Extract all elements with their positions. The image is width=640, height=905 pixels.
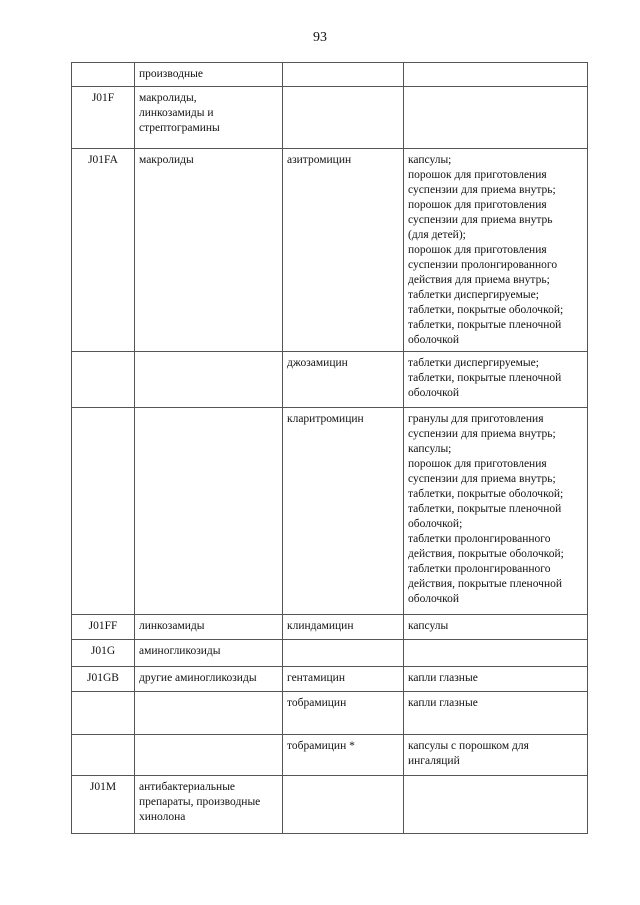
atc-code-cell: J01FF: [72, 615, 135, 640]
dosage-form-line: (для детей);: [408, 229, 466, 241]
dosage-form-line: суспензии пролонгированного: [408, 259, 558, 271]
dosage-form-line: гранулы для приготовления: [408, 413, 544, 425]
group-line: линкозамиды: [139, 620, 205, 632]
dosage-form-cell: [404, 776, 588, 834]
atc-code-cell: [72, 63, 135, 87]
dosage-form-line: капсулы с порошком для: [408, 740, 529, 752]
dosage-form-line: суспензии для приема внутрь;: [408, 473, 556, 485]
dosage-form-line: капсулы;: [408, 154, 452, 166]
dosage-form-line: оболочкой: [408, 387, 460, 399]
atc-code-cell: J01F: [72, 87, 135, 149]
table-row: [72, 408, 588, 615]
dosage-form-line: капсулы: [408, 620, 449, 632]
group-line: производные: [139, 68, 203, 80]
dosage-form-line: действия, покрытые оболочкой;: [408, 548, 564, 560]
page-number: 93: [313, 30, 327, 45]
dosage-form-line: порошок для приготовления: [408, 458, 547, 470]
dosage-form-cell: [404, 352, 588, 408]
dosage-form-line: таблетки пролонгированного: [408, 533, 551, 545]
atc-code-cell: J01FA: [72, 149, 135, 352]
dosage-form-line: таблетки, покрытые пленочной: [408, 372, 562, 384]
atc-code-cell: [72, 352, 135, 408]
atc-code-cell: [72, 735, 135, 776]
atc-code-cell: [72, 408, 135, 615]
dosage-form-line: таблетки пролонгированного: [408, 563, 551, 575]
drug-name-cell: [283, 87, 404, 149]
group-cell: [135, 735, 283, 776]
table-row: [72, 667, 588, 692]
drug-name-cell: [283, 776, 404, 834]
dosage-form-cell: [404, 667, 588, 692]
group-cell: [135, 63, 283, 87]
group-line: аминогликозиды: [139, 645, 221, 657]
table-row: [72, 776, 588, 834]
table-row: [72, 692, 588, 735]
drug-name-cell: [283, 63, 404, 87]
group-line: другие аминогликозиды: [139, 672, 257, 684]
group-cell: [135, 776, 283, 834]
dosage-form-line: действия для приема внутрь;: [408, 274, 550, 286]
drug-name-cell: джозамицин: [283, 352, 404, 408]
dosage-form-line: суспензии для приема внутрь;: [408, 428, 556, 440]
dosage-form-line: действия, покрытые пленочной: [408, 578, 563, 590]
group-cell: [135, 615, 283, 640]
atc-code-cell: J01M: [72, 776, 135, 834]
group-cell: [135, 408, 283, 615]
group-line: линкозамиды и: [139, 107, 214, 119]
group-cell: [135, 352, 283, 408]
dosage-form-line: порошок для приготовления: [408, 169, 547, 181]
dosage-form-line: капсулы;: [408, 443, 452, 455]
dosage-form-line: порошок для приготовления: [408, 199, 547, 211]
dosage-form-line: таблетки, покрытые пленочной: [408, 503, 562, 515]
dosage-form-line: капли глазные: [408, 672, 478, 684]
table-row: [72, 87, 588, 149]
table-row: [72, 63, 588, 87]
dosage-form-line: таблетки диспергируемые;: [408, 357, 539, 369]
table-row: [72, 149, 588, 352]
group-cell: [135, 692, 283, 735]
dosage-form-cell: [404, 692, 588, 735]
dosage-form-cell: [404, 640, 588, 667]
group-cell: [135, 640, 283, 667]
dosage-form-line: оболочкой: [408, 334, 460, 346]
dosage-form-line: таблетки диспергируемые;: [408, 289, 539, 301]
group-line: стрептограмины: [139, 122, 220, 134]
drug-name-cell: азитромицин: [283, 149, 404, 352]
drug-name-cell: гентамицин: [283, 667, 404, 692]
drug-name-cell: тобрамицин *: [283, 735, 404, 776]
table-row: [72, 735, 588, 776]
table-row: [72, 352, 588, 408]
group-line: хинолона: [139, 811, 186, 823]
group-cell: [135, 149, 283, 352]
dosage-form-cell: [404, 63, 588, 87]
dosage-form-cell: [404, 615, 588, 640]
dosage-form-line: таблетки, покрытые оболочкой;: [408, 488, 564, 500]
drug-name-cell: клиндамицин: [283, 615, 404, 640]
group-line: макролиды,: [139, 92, 197, 104]
dosage-form-line: порошок для приготовления: [408, 244, 547, 256]
table-row: [72, 640, 588, 667]
dosage-form-cell: [404, 408, 588, 615]
atc-code-cell: J01G: [72, 640, 135, 667]
atc-code-cell: J01GB: [72, 667, 135, 692]
dosage-form-line: суспензии для приема внутрь;: [408, 184, 556, 196]
dosage-form-line: таблетки, покрытые пленочной: [408, 319, 562, 331]
drug-name-cell: [283, 640, 404, 667]
group-cell: [135, 667, 283, 692]
dosage-form-line: суспензии для приема внутрь: [408, 214, 553, 226]
group-line: макролиды: [139, 154, 194, 166]
group-line: антибактериальные: [139, 781, 236, 793]
group-line: препараты, производные: [139, 796, 261, 808]
dosage-form-line: капли глазные: [408, 697, 478, 709]
table-row: [72, 615, 588, 640]
dosage-form-cell: [404, 735, 588, 776]
dosage-form-line: ингаляций: [408, 755, 460, 767]
dosage-form-cell: [404, 87, 588, 149]
dosage-form-line: оболочкой;: [408, 518, 463, 530]
dosage-form-cell: [404, 149, 588, 352]
table-body: [72, 63, 588, 834]
atc-code-cell: [72, 692, 135, 735]
dosage-form-line: таблетки, покрытые оболочкой;: [408, 304, 564, 316]
drug-table: [71, 62, 588, 834]
drug-name-cell: кларитромицин: [283, 408, 404, 615]
drug-name-cell: тобрамицин: [283, 692, 404, 735]
group-cell: [135, 87, 283, 149]
dosage-form-line: оболочкой: [408, 593, 460, 605]
